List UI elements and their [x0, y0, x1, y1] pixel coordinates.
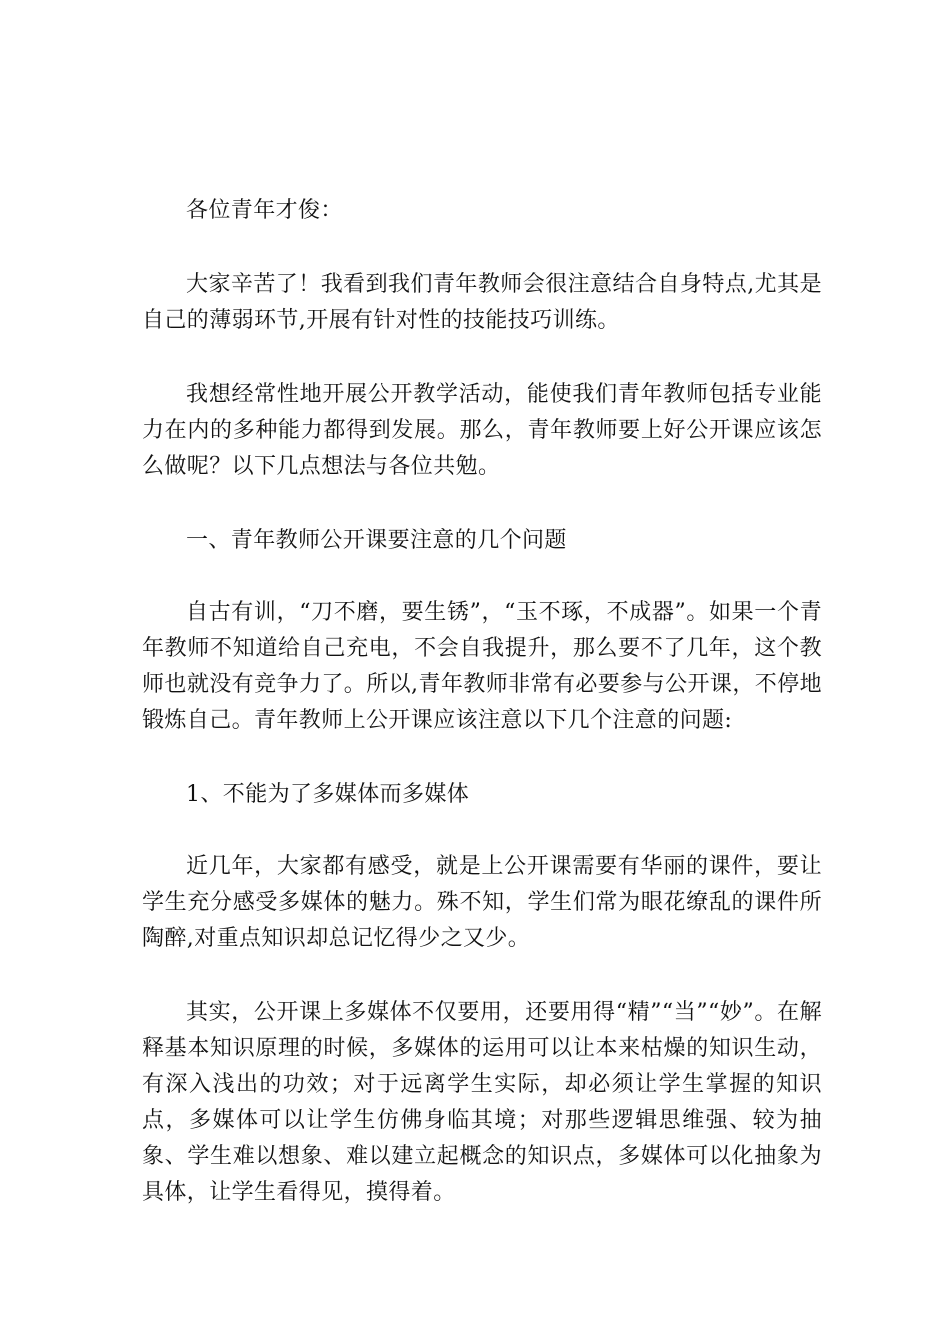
paragraph-multimedia-2: 其实，公开课上多媒体不仅要用，还要用得“精”“当”“妙”。在解释基本知识原理的时候，多媒体的运用可以让本来枯燥的知识生动，有深入浅出的功效；对于远离学生实际，却必须让学生掌握的知识点，多媒体可以让学生仿佛身临其境；对那些逻辑思维强、较为抽象、学生难以想象、难以建立起概念的知识点，多媒体可以化抽象为具体，让学生看得见，摸得着。: [142, 1000, 822, 1205]
paragraph-multimedia-1: 近几年，大家都有感受，就是上公开课需要有华丽的课件，要让学生充分感受多媒体的魅力。殊不知，学生们常为眼花缭乱的课件所陶醉,对重点知识却总记忆得少之又少。: [142, 854, 822, 951]
paragraph-greeting: 大家辛苦了！我看到我们青年教师会很注意结合自身特点,尤其是自己的薄弱环节,开展有针对性的技能技巧训练。: [142, 272, 822, 333]
salutation: 各位青年才俊：: [186, 198, 343, 223]
subsection-heading-1: 1、不能为了多媒体而多媒体: [186, 782, 470, 807]
paragraph-section-1: 自古有训，“刀不磨，要生锈”，“玉不琢，不成器”。如果一个青年教师不知道给自己充电，不会自我提升，那么要不了几年，这个教师也就没有竞争力了。所以,青年教师非常有必要参与公开课，不停地锻炼自己。青年教师上公开课应该注意以下几个注意的问题:: [142, 600, 822, 733]
paragraph-intro: 我想经常性地开展公开教学活动，能使我们青年教师包括专业能力在内的多种能力都得到发展。那么，青年教师要上好公开课应该怎么做呢？以下几点想法与各位共勉。: [142, 382, 822, 479]
document-body: [142, 193, 822, 1249]
section-heading-1: 一、青年教师公开课要注意的几个问题: [186, 528, 567, 553]
